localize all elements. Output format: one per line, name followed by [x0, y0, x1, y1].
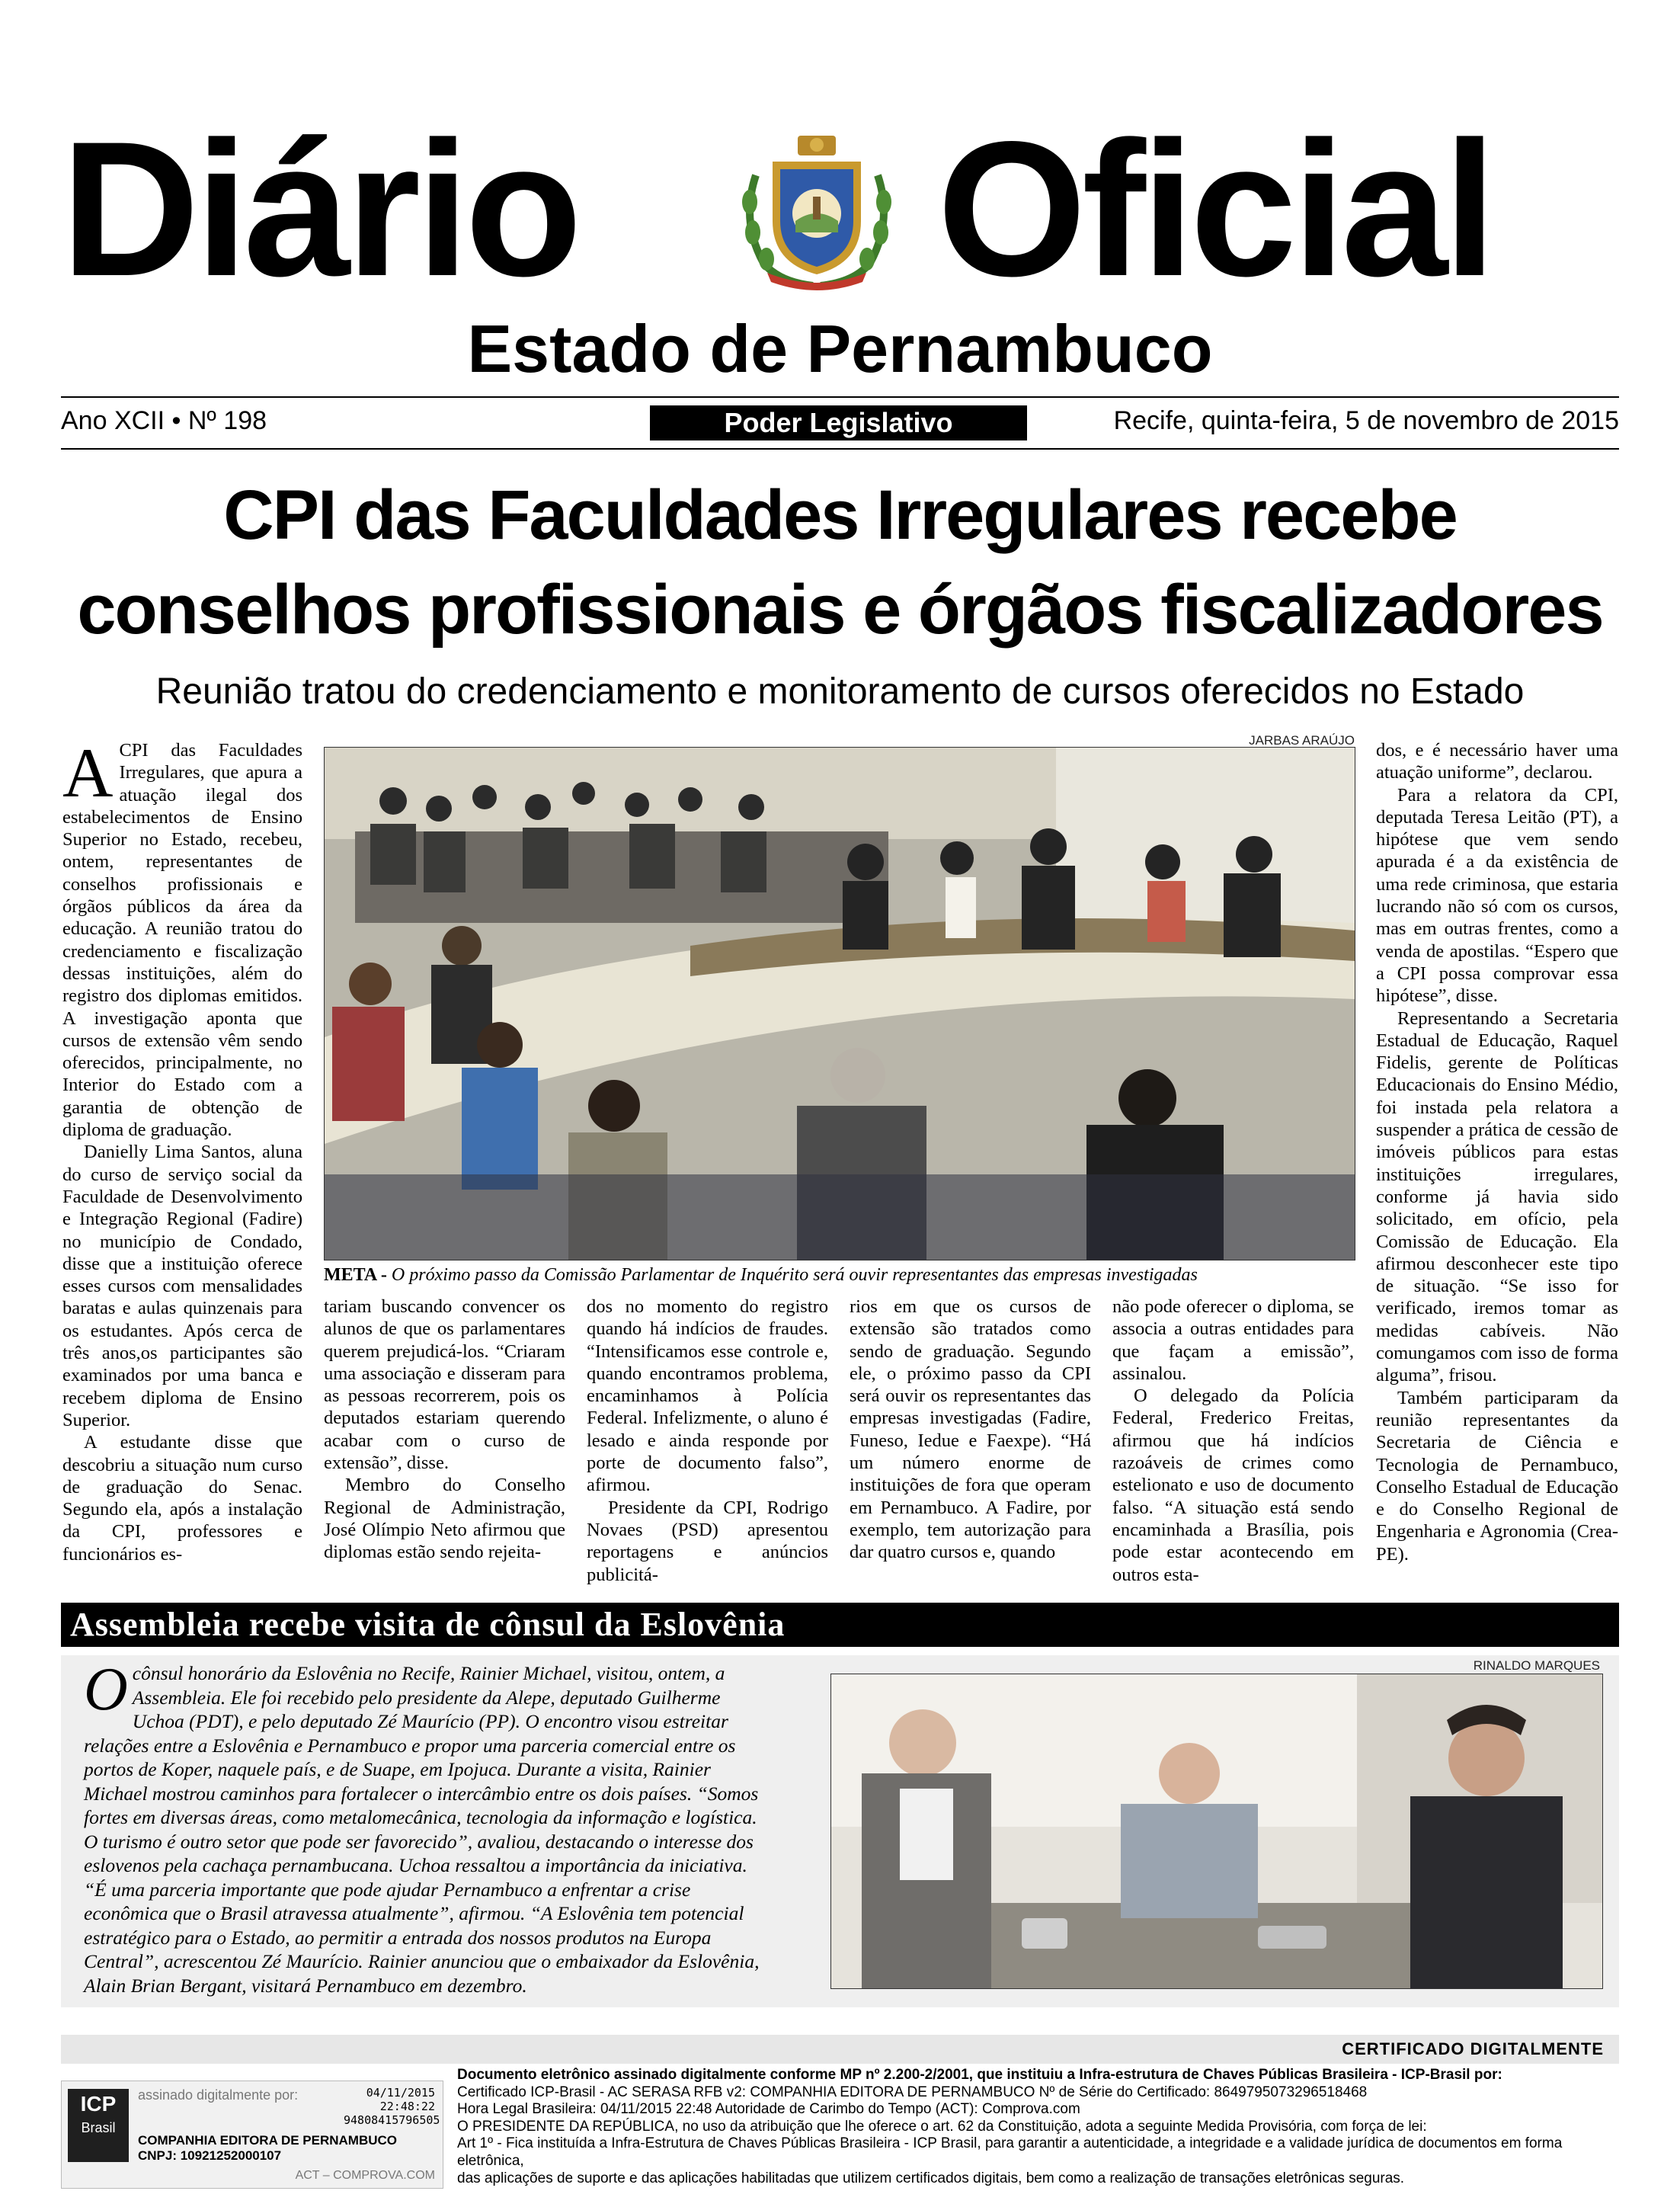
- second-story-photo: [830, 1674, 1603, 1989]
- lead-column-1: [62, 734, 302, 1565]
- issue-number: Ano XCII • Nº 198: [61, 406, 267, 435]
- lead-col4-p1: rios em que os cursos de extensão são tratados como sendo de graduação. Segundo ele, o próximo passo da CPI será ouvir os representantes das empresas investigadas (Fadire, Funeso, Iedue e Faexpe). “Há um número enorme de instituições de fora que operam em Pernambuco. A Fadire, por exemplo, tem autorização para dar quatro cursos e, quando: [850, 1296, 1091, 1563]
- seal-date: 04/11/2015: [366, 2086, 435, 2100]
- pernambuco-coat-of-arms-icon: [733, 130, 901, 293]
- lead-deck: Reunião tratou do credenciamento e monitoramento de cursos oferecidos no Estado: [155, 671, 1525, 712]
- masthead-title-right: Oficial: [937, 102, 1493, 316]
- digital-signature-seal: [61, 2080, 443, 2189]
- lead-col3-p1: dos no momento do registro quando há indícios de fraudes. “Intensificamos esse controle e, quando encontramos problema, encaminhamos à Polícia Federal. Infelizmente, o aluno é lesado e ainda responde por porte de documento falso”, afirmou.: [587, 1296, 828, 1496]
- icp-brasil-logo-icon: [68, 2089, 129, 2162]
- masthead-top-rule: [61, 396, 1619, 398]
- masthead-bottom-rule: [61, 448, 1619, 450]
- lead-col5-p2: O delegado da Polícia Federal, Frederico Freitas, afirmou que há indícios razoáveis de crimes como estelionato e uso de documento falso. “A situação está sendo encaminhada a Brasília, pois pode estar acontecendo em outros esta-: [1112, 1385, 1354, 1585]
- footer-line-3: Hora Legal Brasileira: 04/11/2015 22:48 Autoridade de Carimbo do Tempo (ACT): Comprova.com: [457, 2101, 1080, 2118]
- footer-line-1: Documento eletrônico assinado digitalmente conforme MP nº 2.200-2/2001, que instituiu a Infra-estrutura de Chaves Públicas Brasileira - ICP-Brasil por:: [457, 2067, 1502, 2083]
- lead-column-4: [850, 1296, 1091, 1564]
- second-story-dropcap: O: [84, 1656, 128, 1723]
- lead-photo-credit: JARBAS ARAÚJO: [1249, 733, 1355, 748]
- icp-logo-bottom: Brasil: [81, 2120, 116, 2135]
- lead-dropcap: A: [62, 734, 114, 812]
- lead-column-2: [324, 1296, 565, 1564]
- footer-line-6: das aplicações de suporte e das aplicações habilitadas que utilizem certificados digitais, bem como a realização de transações eletrônicas seguras.: [457, 2170, 1405, 2186]
- lead-col6-p1: dos, e é necessário haver uma atuação uniforme”, declarou.: [1376, 740, 1618, 783]
- signed-label: assinado digitalmente por:: [138, 2087, 299, 2103]
- second-story-body: cônsul honorário da Eslovênia no Recife, Rainier Michael, visitou, ontem, a Assembleia. Ele foi recebido pelo presidente da Alepe, deputado Guilherme Uchoa (PDT), e pelo deputado Zé Maurício (PP). O encontro visou estreitar relações entre a Eslovênia e Pernambuco e propor uma parceria comercial entre os portos de Koper, naquele país, e de Suape, em Ipojuca. Durante a visita, Rainier Michael mostrou caminhos para fortalecer o intercâmbio entre os dois países. “Somos fortes em diversas áreas, como metalomecânica, tecnologia da informação e logística. O turismo é outro setor que pode ser favorecido”, avaliou, destacando o interesse dos eslovenos pela cachaça pernambucana. Uchoa ressaltou a importância da iniciativa. “É uma parceria importante que pode ajudar Pernambuco a enfrentar a crise econômica que o Brasil atravessa atualmente”, afirmou. “A Eslovênia tem potencial estratégico para o Estado, ao permitir a entrada dos nossos produtos na Europa Central”, acrescentou Zé Maurício. Rainier anunciou que o embaixador da Eslovênia, Alain Brian Bergant, visitará Pernambuco em dezembro.: [84, 1662, 760, 1997]
- second-photo-credit: RINALDO MARQUES: [1473, 1658, 1600, 1673]
- lead-col1-p3: A estudante disse que descobriu a situação num curso de graduação do Senac. Segundo ela, após a instalação da CPI, professores e funcionários es-: [62, 1432, 302, 1565]
- masthead-title-left: Diário: [61, 102, 578, 316]
- seal-time: 22:48:22: [379, 2100, 435, 2113]
- seal-cnpj: CNPJ: 10921252000107: [138, 2148, 282, 2163]
- icp-logo-top: ICP: [80, 2092, 117, 2116]
- seal-act: ACT – COMPROVA.COM: [295, 2169, 435, 2182]
- seal-stamp: [344, 2086, 440, 2127]
- lead-column-6: [1376, 739, 1618, 1565]
- lead-photo-caption: [324, 1264, 1360, 1286]
- caption-text: O próximo passo da Comissão Parlamentar de Inquérito será ouvir representantes das empresas investigadas: [391, 1265, 1198, 1285]
- lead-col6-p4: Também participaram da reunião representantes da Secretaria de Ciência e Tecnologia de Pernambuco, Conselho Estadual de Educação e do Conselho Regional de Engenharia e Agronomia (Crea-PE).: [1376, 1387, 1618, 1565]
- seal-serial: 94808415796505: [344, 2113, 440, 2127]
- lead-headline-line1: CPI das Faculdades Irregulares recebe: [223, 476, 1457, 554]
- lead-column-5: [1112, 1296, 1354, 1586]
- lead-col1-p2: Danielly Lima Santos, aluna do curso de serviço social da Faculdade de Desenvolvimento e Integração Regional (Fadire) no município de Condado, disse que a instituição oferece esses cursos com mensalidades baratas e aulas quinzenais para os estudantes. Após cerca de três anos,os participantes são examinados por uma banca e recebem diploma de Ensino Superior.: [62, 1142, 302, 1430]
- lead-col2-p2: Membro do Conselho Regional de Administração, José Olímpio Neto afirmou que diplomas estão sendo rejeita-: [324, 1475, 565, 1563]
- footer-legal-text: [457, 2067, 1630, 2187]
- seal-company: COMPANHIA EDITORA DE PERNAMBUCO: [138, 2133, 398, 2148]
- section-label: Poder Legislativo: [650, 405, 1027, 440]
- caption-label: META -: [324, 1265, 387, 1285]
- masthead-subtitle: Estado de Pernambuco: [467, 311, 1213, 386]
- lead-col1-p1: CPI das Faculdades Irregulares, que apura a atuação ilegal dos estabelecimentos de Ensino Superior no Estado, recebeu, ontem, representantes de conselhos profissionais e órgãos públicos da área da educação. A reunião tratou do credenciamento e fiscalização dessas instituições, além do registro dos diplomas emitidos. A investigação aponta que cursos de extensão vêm sendo oferecidos, principalmente, no Interior do Estado com a garantia de obtenção de diploma de graduação.: [62, 740, 302, 1141]
- lead-headline-line2: conselhos profissionais e órgãos fiscalizadores: [77, 571, 1603, 649]
- lead-col3-p2: Presidente da CPI, Rodrigo Novaes (PSD) apresentou reportagens e anúncios publicitá-: [587, 1497, 828, 1585]
- second-story-text: [84, 1656, 770, 1997]
- footer-line-5: Art 1º - Fica instituída a Infra-Estrutura de Chaves Públicas Brasileira - ICP Brasil, para garantir a autenticidade, a integridade e a validade jurídica de documentos em forma eletrônica,: [457, 2135, 1563, 2169]
- dateline: Recife, quinta-feira, 5 de novembro de 2015: [1113, 406, 1619, 435]
- lead-col5-p1: não pode oferecer o diploma, se associa a outras entidades para que façam a emissão”, assinalou.: [1112, 1296, 1354, 1384]
- lead-photo: [324, 747, 1355, 1260]
- lead-col6-p3: Representando a Secretaria Estadual de Educação, Raquel Fidelis, gerente de Políticas Educacionais do Ensino Médio, foi instada pela relatora a suspender a prática de cessão de imóveis públicos para estas instituições irregulares, conforme já havia sido solicitado, em ofício, pela Comissão de Educação. Ela afirmou desconhecer este tipo de situação. “Se isso for verificado, iremos tomar as medidas cabíveis. Não comungamos com isso de forma alguma”, frisou.: [1376, 1007, 1618, 1386]
- lead-col6-p2: Para a relatora da CPI, deputada Teresa Leitão (PT), a hipótese que vem sendo apurada é a da existência de uma rede criminosa, que estaria lucrando não só com os cursos, mas em outras frentes, como a venda de apostilas. “Espero que a CPI possa comprovar essa hipótese”, disse.: [1376, 784, 1618, 1007]
- certified-digitally-bar: CERTIFICADO DIGITALMENTE: [61, 2035, 1619, 2064]
- second-story-headline: Assembleia recebe visita de cônsul da Eslovênia: [61, 1603, 1619, 1647]
- lead-col2-p1: tariam buscando convencer os alunos de que os parlamentares querem prejudicá-los. “Criaram uma associação e disseram para as pessoas recorrerem, pois os deputados estariam querendo acabar com o curso de extensão”, disse.: [324, 1296, 565, 1474]
- footer-line-2: Certificado ICP-Brasil - AC SERASA RFB v2: COMPANHIA EDITORA DE PERNAMBUCO Nº de Série do Certificado: 8649795073296518468: [457, 2084, 1368, 2100]
- footer-line-4: O PRESIDENTE DA REPÚBLICA, no uso da atribuição que lhe oferece o art. 62 da Constituição, adota a seguinte Medida Provisória, com força de lei:: [457, 2118, 1427, 2135]
- lead-column-3: [587, 1296, 828, 1586]
